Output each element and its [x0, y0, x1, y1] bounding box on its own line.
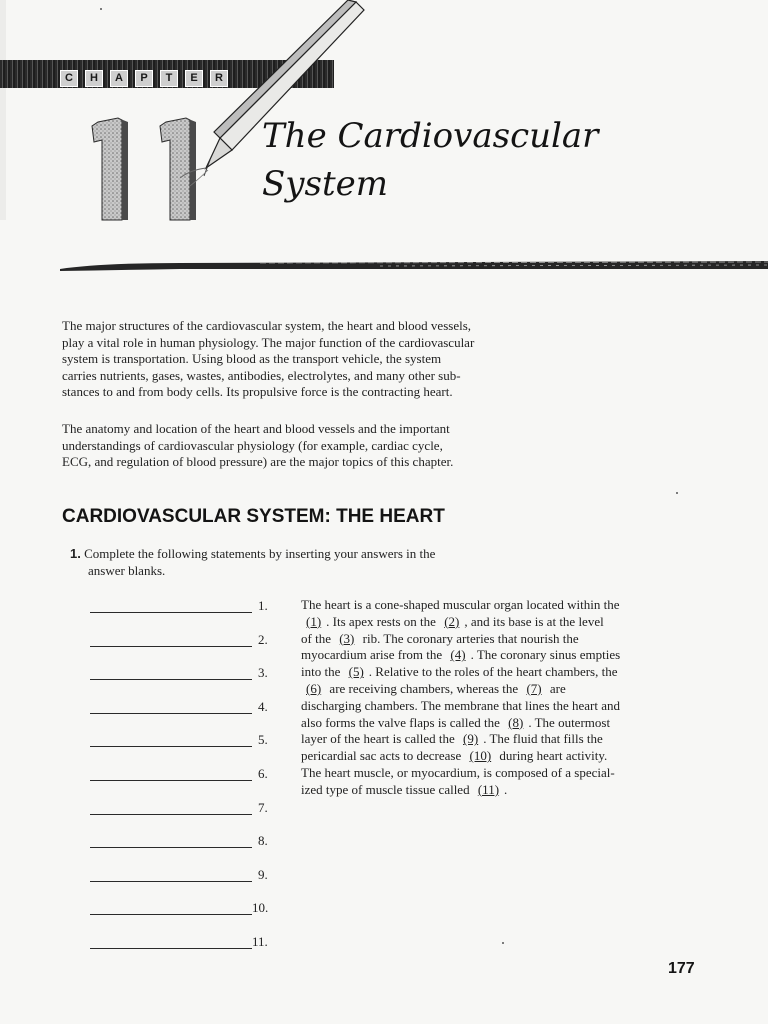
answer-field[interactable]	[90, 732, 252, 747]
passage-text: . The fluid that fills the	[483, 731, 603, 747]
chapter-letter: C	[60, 70, 78, 87]
answer-field[interactable]	[90, 699, 252, 714]
answer-number: 3.	[258, 665, 268, 681]
answer-field[interactable]	[90, 632, 252, 647]
passage-text: . The coronary sinus empties	[470, 647, 621, 663]
answer-blank-row	[90, 934, 280, 952]
answer-blank-row	[90, 900, 280, 918]
text-line: stances to and from body cells. Its propulsive force is the contracting heart.	[62, 384, 453, 400]
fill-in-passage	[301, 597, 711, 799]
passage-text: The heart muscle, or myocardium, is composed of a special-	[301, 764, 615, 780]
intro-paragraph	[62, 421, 582, 471]
blank-reference: (3)	[339, 630, 355, 646]
intro-paragraph	[62, 318, 582, 401]
chapter-letter: R	[210, 70, 228, 87]
passage-text: into the	[301, 664, 344, 680]
answer-field[interactable]	[90, 598, 252, 613]
passage-text: are receiving chambers, whereas the	[326, 680, 522, 696]
section-heading: CARDIOVASCULAR SYSTEM: THE HEART	[62, 506, 445, 527]
passage-text: . The outermost	[528, 714, 611, 730]
passage-line	[301, 715, 711, 732]
answer-blank-row	[90, 665, 280, 683]
answer-number: 5.	[258, 732, 268, 748]
scan-speck	[100, 8, 102, 10]
chapter-letter: E	[185, 70, 203, 87]
blank-reference: (7)	[526, 680, 542, 696]
chapter-title	[262, 112, 682, 208]
answer-number: 9.	[258, 866, 268, 882]
question-instructions	[70, 545, 435, 579]
answer-number: 2.	[258, 631, 268, 647]
header-rule	[60, 257, 768, 273]
answer-blank-row	[90, 766, 280, 784]
passage-line	[301, 681, 711, 698]
passage-text: , and its base is at the level	[464, 613, 604, 629]
passage-text: rib. The coronary arteries that nourish the	[359, 630, 579, 646]
answer-blank-row	[90, 867, 280, 885]
passage-text: The heart is a cone-shaped muscular organ located within the	[301, 597, 620, 612]
blank-reference: (5)	[348, 664, 364, 680]
scan-speck	[676, 492, 678, 494]
answer-number: 7.	[258, 799, 268, 815]
text-line: system is transportation. Using blood as the transport vehicle, the system	[62, 351, 442, 367]
blank-reference: (10)	[469, 748, 492, 764]
answer-number: 1.	[258, 598, 268, 613]
passage-text: of the	[301, 630, 335, 646]
answer-blank-row	[90, 732, 280, 750]
blank-reference: (1)	[306, 613, 322, 629]
passage-line	[301, 782, 711, 799]
passage-text: during heart activity.	[496, 748, 608, 764]
passage-text: .	[504, 781, 508, 797]
passage-text: . Its apex rests on the	[326, 613, 440, 629]
passage-line	[301, 765, 711, 782]
text-line: answer blanks.	[88, 563, 166, 578]
chapter-letter: H	[85, 70, 103, 87]
blank-reference: (11)	[477, 781, 500, 797]
answer-number: 6.	[258, 766, 268, 781]
passage-text: myocardium arise from the	[301, 647, 446, 663]
chapter-letter: T	[160, 70, 178, 87]
blank-reference: (6)	[306, 680, 322, 696]
text-line: carries nutrients, gases, wastes, antibodies, electrolytes, and many other sub-	[62, 367, 461, 383]
answer-blank-row	[90, 800, 280, 818]
answer-field[interactable]	[90, 867, 252, 882]
answer-blank-row	[90, 833, 280, 851]
passage-line	[301, 748, 711, 765]
answer-number: 8.	[258, 833, 268, 849]
passage-line	[301, 614, 711, 631]
passage-text: layer of the heart is called the	[301, 731, 459, 747]
answer-field[interactable]	[90, 934, 252, 949]
answer-number: 11.	[252, 934, 268, 949]
passage-text: also forms the valve flaps is called the	[301, 714, 504, 730]
answer-blank-row	[90, 699, 280, 717]
text-line: Complete the following statements by inserting your answers in the	[84, 546, 436, 561]
blank-reference: (2)	[444, 613, 460, 629]
answer-blank-row	[90, 632, 280, 650]
page-edge-shadow	[0, 0, 6, 220]
answer-field[interactable]	[90, 766, 252, 781]
blank-reference: (8)	[508, 714, 524, 730]
passage-text: pericardial sac acts to decrease	[301, 748, 465, 764]
passage-text: . Relative to the roles of the heart chambers, the	[368, 664, 618, 680]
passage-line	[301, 731, 711, 748]
answer-number: 4.	[258, 698, 268, 714]
answer-field[interactable]	[90, 900, 252, 915]
passage-line	[301, 597, 711, 614]
scan-speck	[502, 942, 504, 944]
question-number: 1.	[70, 546, 81, 561]
chapter-title-line: System	[262, 164, 388, 204]
text-line: The major structures of the cardiovascular system, the heart and blood vessels,	[62, 318, 472, 333]
passage-line	[301, 631, 711, 648]
blank-reference: (9)	[463, 731, 479, 747]
blank-reference: (4)	[450, 647, 466, 663]
passage-text: discharging chambers. The membrane that lines the heart and	[301, 697, 620, 713]
chapter-letter: A	[110, 70, 128, 87]
text-line: ECG, and regulation of blood pressure) are the major topics of this chapter.	[62, 454, 454, 470]
passage-line	[301, 647, 711, 664]
answer-blank-row	[90, 598, 280, 616]
page-number: 177	[668, 960, 695, 977]
answer-field[interactable]	[90, 665, 252, 680]
passage-line	[301, 698, 711, 715]
answer-field[interactable]	[90, 800, 252, 815]
passage-text: are	[546, 680, 566, 696]
answer-field[interactable]	[90, 833, 252, 848]
text-line: play a vital role in human physiology. The major function of the cardiovascular	[62, 334, 475, 350]
passage-line	[301, 664, 711, 681]
text-line: understandings of cardiovascular physiology (for example, cardiac cycle,	[62, 437, 443, 453]
answer-number: 10.	[252, 900, 269, 916]
chapter-letter: P	[135, 70, 153, 87]
chapter-title-line: The Cardiovascular	[262, 116, 599, 156]
text-line: The anatomy and location of the heart and blood vessels and the important	[62, 421, 450, 436]
passage-text: ized type of muscle tissue called	[301, 781, 473, 797]
